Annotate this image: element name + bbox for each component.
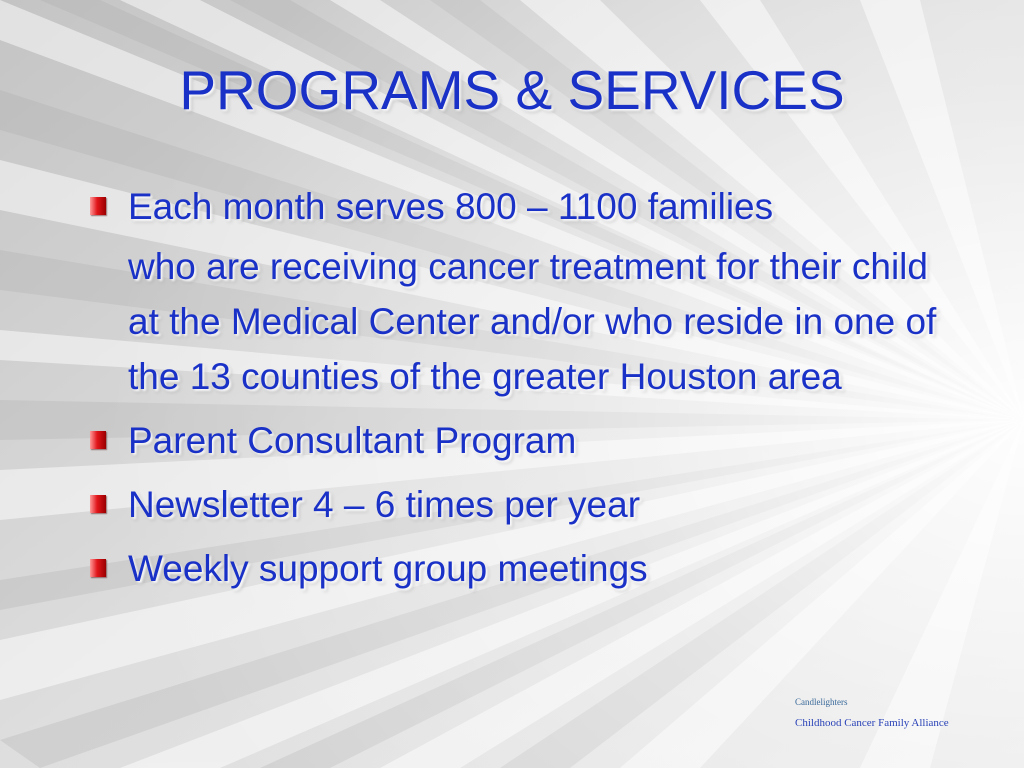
list-item — [90, 540, 950, 597]
bullet-text: Parent Consultant Program — [128, 420, 577, 461]
list-item — [90, 476, 950, 533]
list-item — [90, 412, 950, 469]
bullet-list — [90, 178, 950, 597]
footer — [795, 697, 949, 729]
bullet-text: Weekly support group meetings — [128, 548, 648, 589]
slide-title: PROGRAMS & SERVICES — [179, 59, 845, 121]
bullet-text: Each month serves 800 – 1100 families — [128, 186, 774, 227]
bullet-square-icon — [90, 431, 106, 449]
footer-organization-full: Childhood Cancer Family Alliance — [795, 717, 949, 729]
bullet-continuation: who are receiving cancer treatment for their child at the Medical Center and/or who reside in one of the 13 counties of the greater Houston area — [128, 246, 937, 397]
bullet-text: Newsletter 4 – 6 times per year — [128, 484, 641, 525]
bullet-square-icon — [90, 495, 106, 513]
list-item — [90, 178, 950, 235]
bullet-square-icon — [90, 559, 106, 577]
footer-organization-short: Candlelighters — [795, 697, 848, 707]
bullet-square-icon — [90, 197, 106, 215]
